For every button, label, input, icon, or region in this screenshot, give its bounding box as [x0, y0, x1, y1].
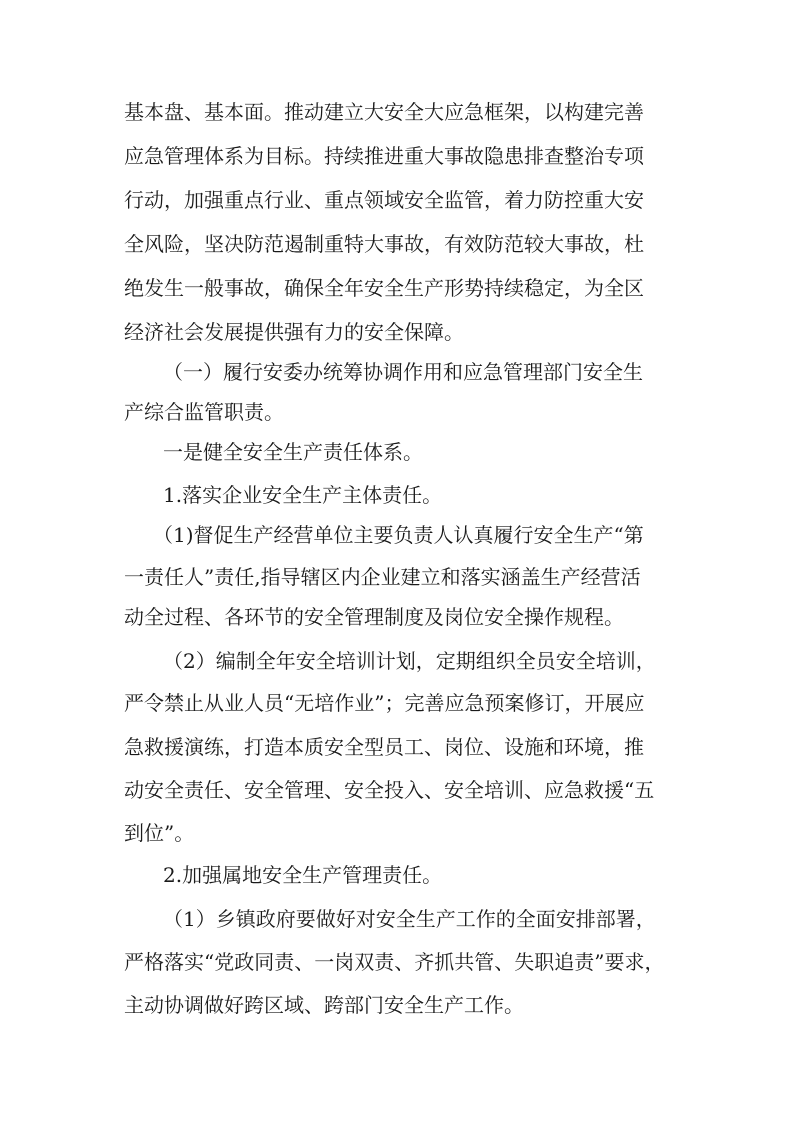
paragraph-line: 全风险，坚决防范遏制重特大事故，有效防范较大事故，杜: [124, 232, 644, 256]
paragraph-line: 主动协调做好跨区域、跨部门安全生产工作。: [124, 993, 524, 1017]
paragraph-line: （2）编制全年安全培训计划，定期组织全员安全培训，: [163, 649, 656, 673]
section-heading: （一）履行安委办统筹协调作用和应急管理部门安全生: [163, 360, 643, 384]
paragraph-line: （1）乡镇政府要做好对安全生产工作的全面安排部署，: [163, 907, 656, 931]
paragraph-line: 一责任人”责任,指导辖区内企业建立和落实涵盖生产经营活: [124, 565, 641, 589]
paragraph-line: 到位”。: [124, 821, 195, 845]
paragraph-line: （1)督促生产经营单位主要负责人认真履行安全生产“第: [153, 523, 644, 547]
paragraph-line: 急救援演练，打造本质安全型员工、岗位、设施和环境，推: [124, 735, 644, 759]
paragraph-line: 动安全责任、安全管理、安全投入、安全培训、应急救援“五: [124, 778, 655, 802]
paragraph-line: 应急管理体系为目标。持续推进重大事故隐患排查整治专项: [124, 144, 644, 168]
paragraph-line: 动全过程、各环节的安全管理制度及岗位安全操作规程。: [124, 605, 624, 629]
paragraph-line: 严格落实“党政同责、一岗双责、齐抓共管、失职追责”要求，: [124, 950, 665, 974]
paragraph-line: 行动，加强重点行业、重点领域安全监管，着力防控重大安: [124, 188, 644, 212]
paragraph-line: 经济社会发展提供强有力的安全保障。: [124, 320, 464, 344]
section-heading-continued: 产综合监管职责。: [124, 400, 284, 424]
numbered-heading: 1.落实企业安全生产主体责任。: [163, 483, 443, 507]
paragraph-line: 绝发生一般事故，确保全年安全生产形势持续稳定，为全区: [124, 276, 644, 300]
subsection-heading: 一是健全安全生产责任体系。: [163, 440, 423, 464]
paragraph-line: 基本盘、基本面。推动建立大安全大应急框架，以构建完善: [124, 100, 644, 124]
numbered-heading: 2.加强属地安全生产管理责任。: [163, 863, 443, 887]
paragraph-line: 严令禁止从业人员“无培作业”；完善应急预案修订，开展应: [124, 691, 645, 715]
